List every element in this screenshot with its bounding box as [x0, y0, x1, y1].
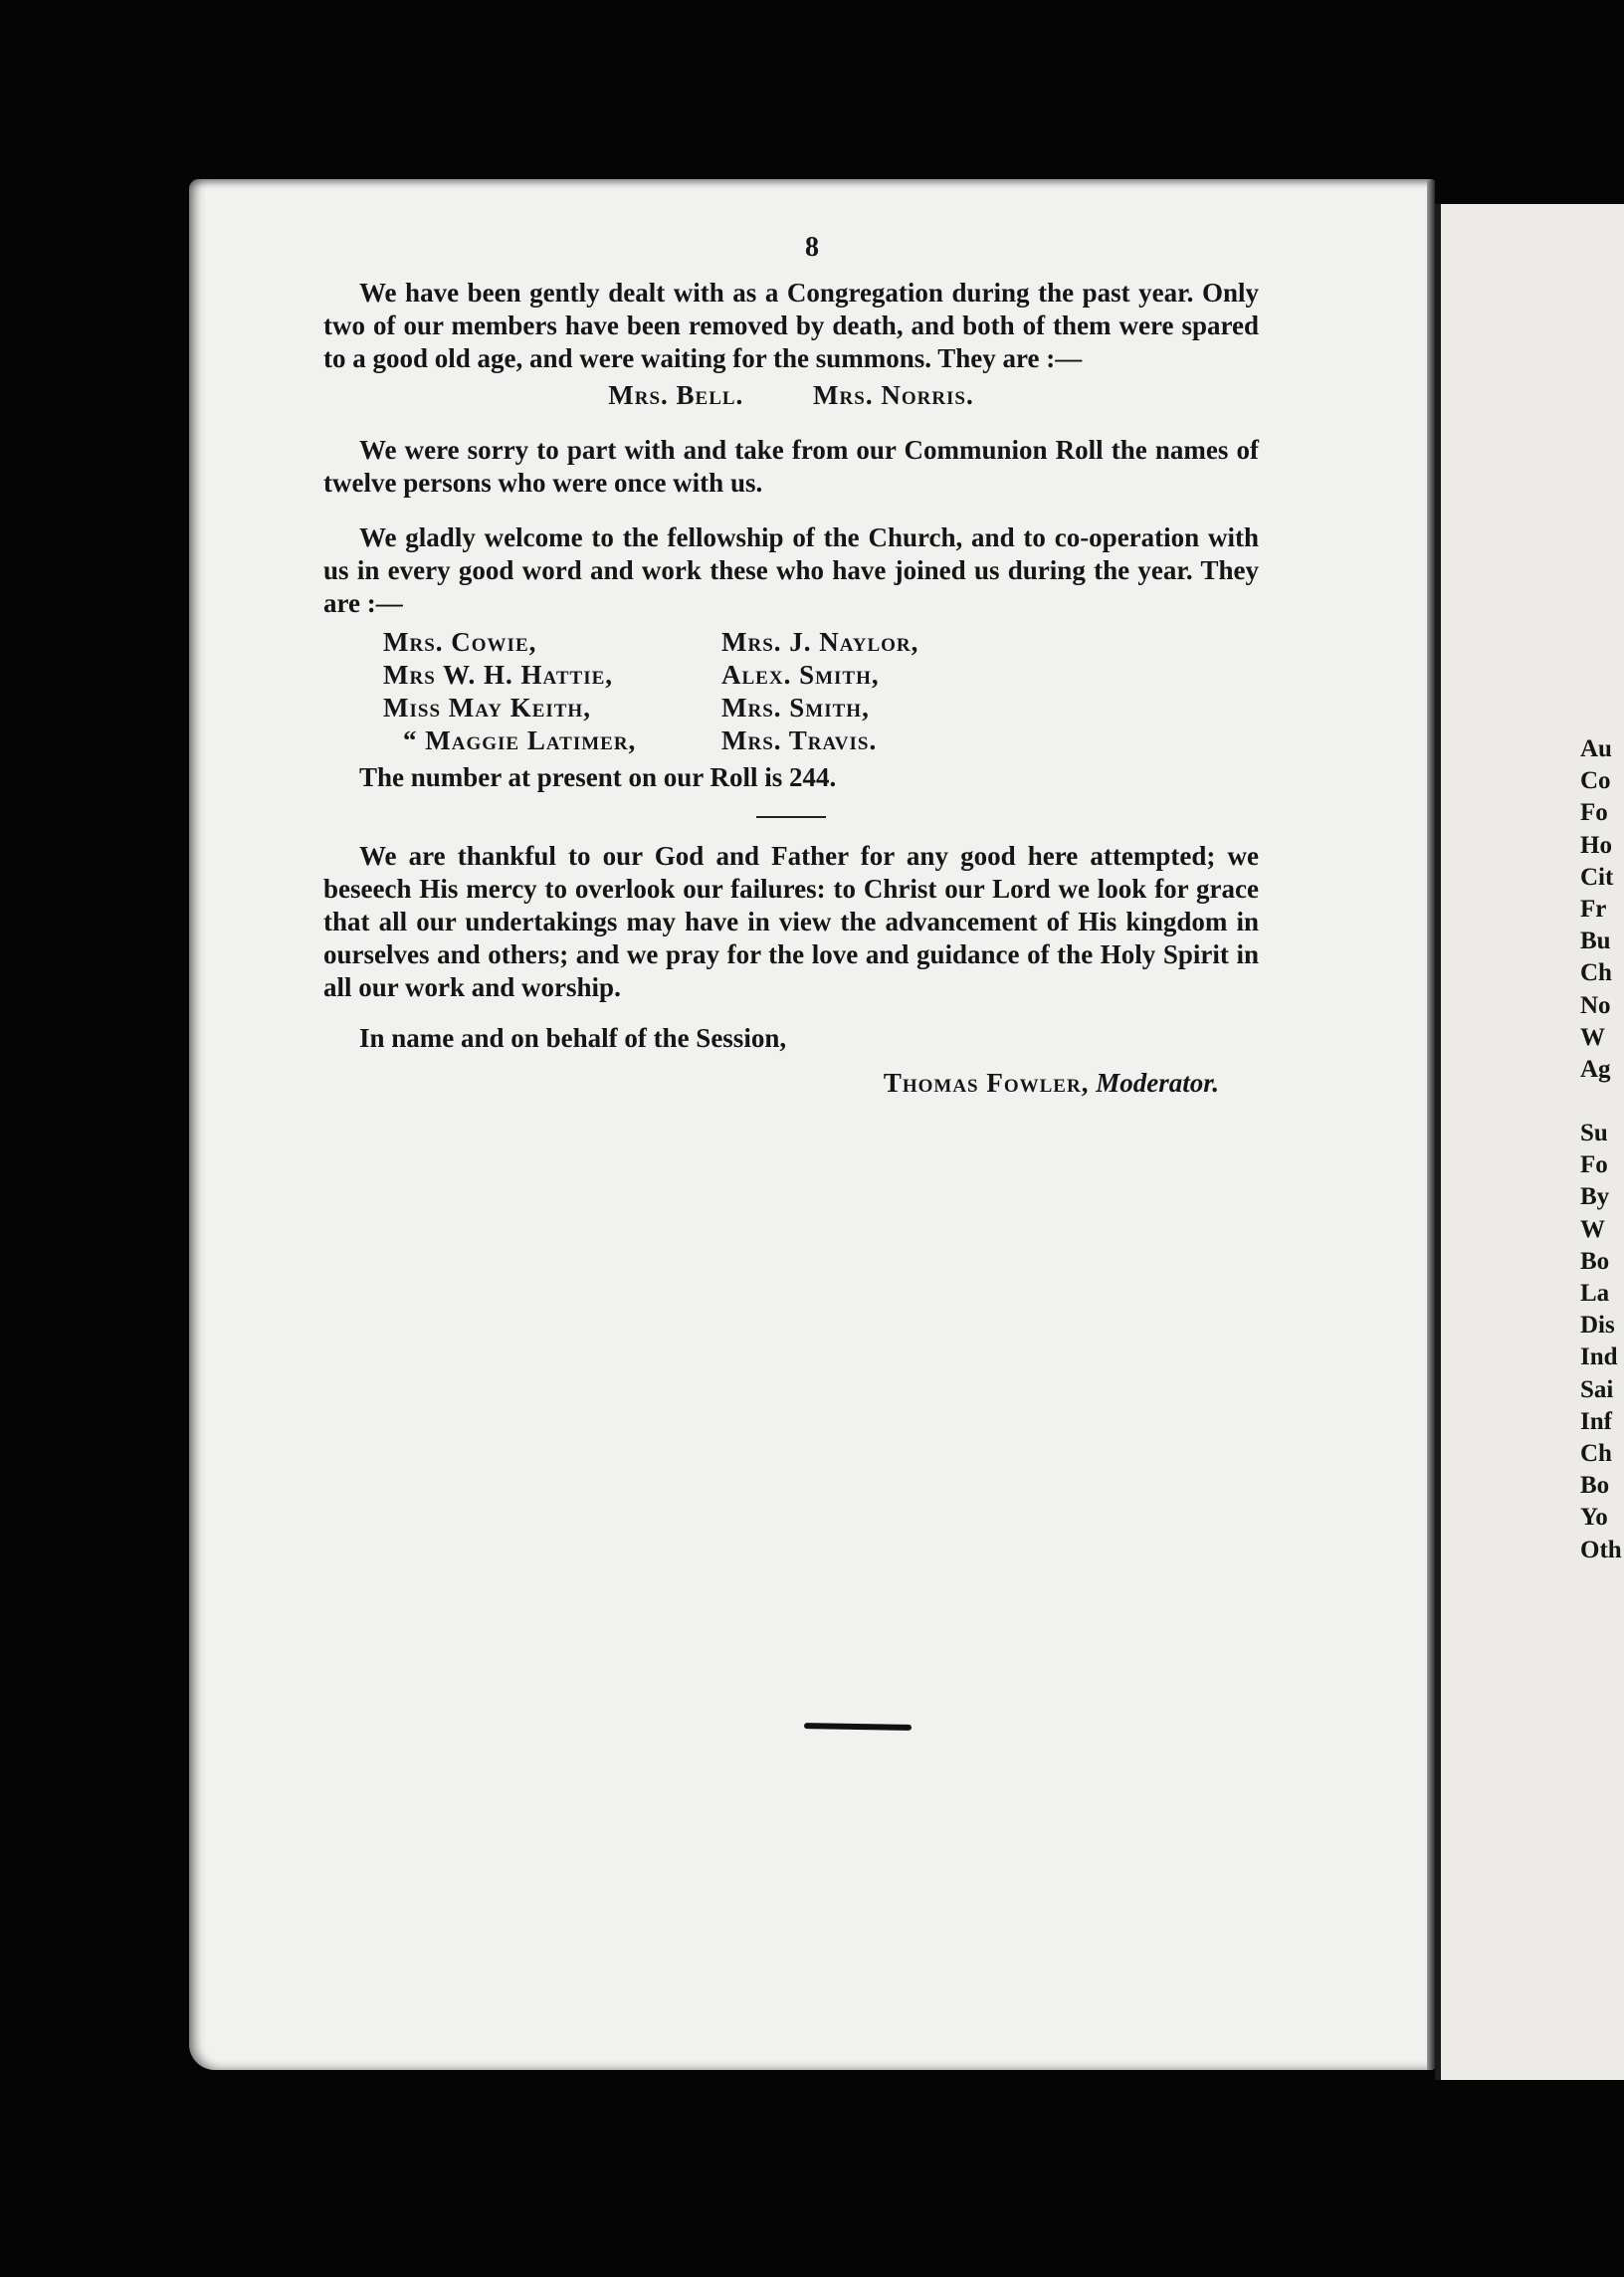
fragment: Bu: [1580, 928, 1611, 955]
signatory-title: Moderator.: [1096, 1068, 1219, 1098]
signatory-name: Thomas Fowler,: [883, 1068, 1090, 1098]
fragment: Au: [1580, 735, 1612, 762]
fragment: Oth: [1580, 1536, 1622, 1563]
deceased-names: [323, 379, 1259, 412]
paragraph-welcome: We gladly welcome to the fellowship of the Church, and to co-operation with us in every good word and work these who have joined us during the year. They are :—: [323, 522, 1259, 618]
fragment: Su: [1580, 1120, 1608, 1147]
fragment: Ch: [1580, 1439, 1612, 1467]
page-gutter-shadow: [1427, 179, 1435, 2070]
new-members-list: [383, 626, 1259, 757]
fragment: By: [1580, 1183, 1610, 1211]
fragment-spacer: [1580, 1086, 1622, 1118]
fragment: Dis: [1580, 1312, 1615, 1340]
fragment: La: [1580, 1280, 1610, 1307]
fragment: Cit: [1580, 863, 1614, 891]
fragment: Ch: [1580, 959, 1612, 987]
member-name: Alex. Smith,: [721, 660, 880, 690]
fragment: Co: [1580, 767, 1611, 795]
fragment: Fo: [1580, 799, 1608, 827]
paragraph-removed: We were sorry to part with and take from our Communion Roll the names of twelve persons who were once with us.: [323, 435, 1259, 498]
member-name: Mrs. Smith,: [721, 693, 870, 723]
paragraph-deaths: We have been gently dealt with as a Congregation during the past year. Only two of our members have been removed by death, and both of them were spared to a good old age, and were waiting for the summons. They are :—: [323, 278, 1259, 373]
member-name: Mrs. Cowie,: [383, 627, 537, 657]
fragment: W: [1580, 1215, 1605, 1243]
member-name: Mrs. Travis.: [721, 725, 878, 755]
member-name: Mrs W. H. Hattie,: [383, 660, 614, 690]
fragment: Bo: [1580, 1472, 1610, 1500]
deceased-name: Mrs. Bell.: [608, 380, 744, 410]
fragment: Ho: [1580, 831, 1612, 859]
fragment: Ind: [1580, 1344, 1618, 1371]
fragment: Fr: [1580, 895, 1607, 923]
right-page-fragments: [1580, 733, 1622, 1566]
page-number: 8: [805, 232, 819, 263]
fragment: Inf: [1580, 1407, 1612, 1435]
page-body: [323, 277, 1259, 1100]
member-name: Miss May Keith,: [383, 693, 591, 723]
fragment: Bo: [1580, 1247, 1610, 1275]
fragment: Sai: [1580, 1375, 1614, 1403]
fragment: Yo: [1580, 1504, 1608, 1532]
closing-line: In name and on behalf of the Session,: [359, 1023, 787, 1053]
section-divider: [756, 816, 826, 818]
fragment: Fo: [1580, 1151, 1608, 1179]
roll-statement: The number at present on our Roll is 244.: [359, 762, 837, 792]
member-name: “ Maggie Latimer,: [403, 725, 637, 755]
fragment: No: [1580, 991, 1611, 1019]
deceased-name: Mrs. Norris.: [813, 380, 974, 410]
fragment: Ag: [1580, 1055, 1611, 1083]
member-name: Mrs. J. Naylor,: [721, 627, 919, 657]
paragraph-thanks: We are thankful to our God and Father for any good here attempted; we beseech His mercy to overlook our failures: to Christ our Lord we look for grace that all our undertakings may have in view the advancement of His kingdom in ourselves and others; and we pray for the love and guidance of the Holy Spirit in all our work and worship.: [323, 841, 1259, 1002]
signature: [323, 1067, 1219, 1100]
fragment: W: [1580, 1023, 1605, 1051]
